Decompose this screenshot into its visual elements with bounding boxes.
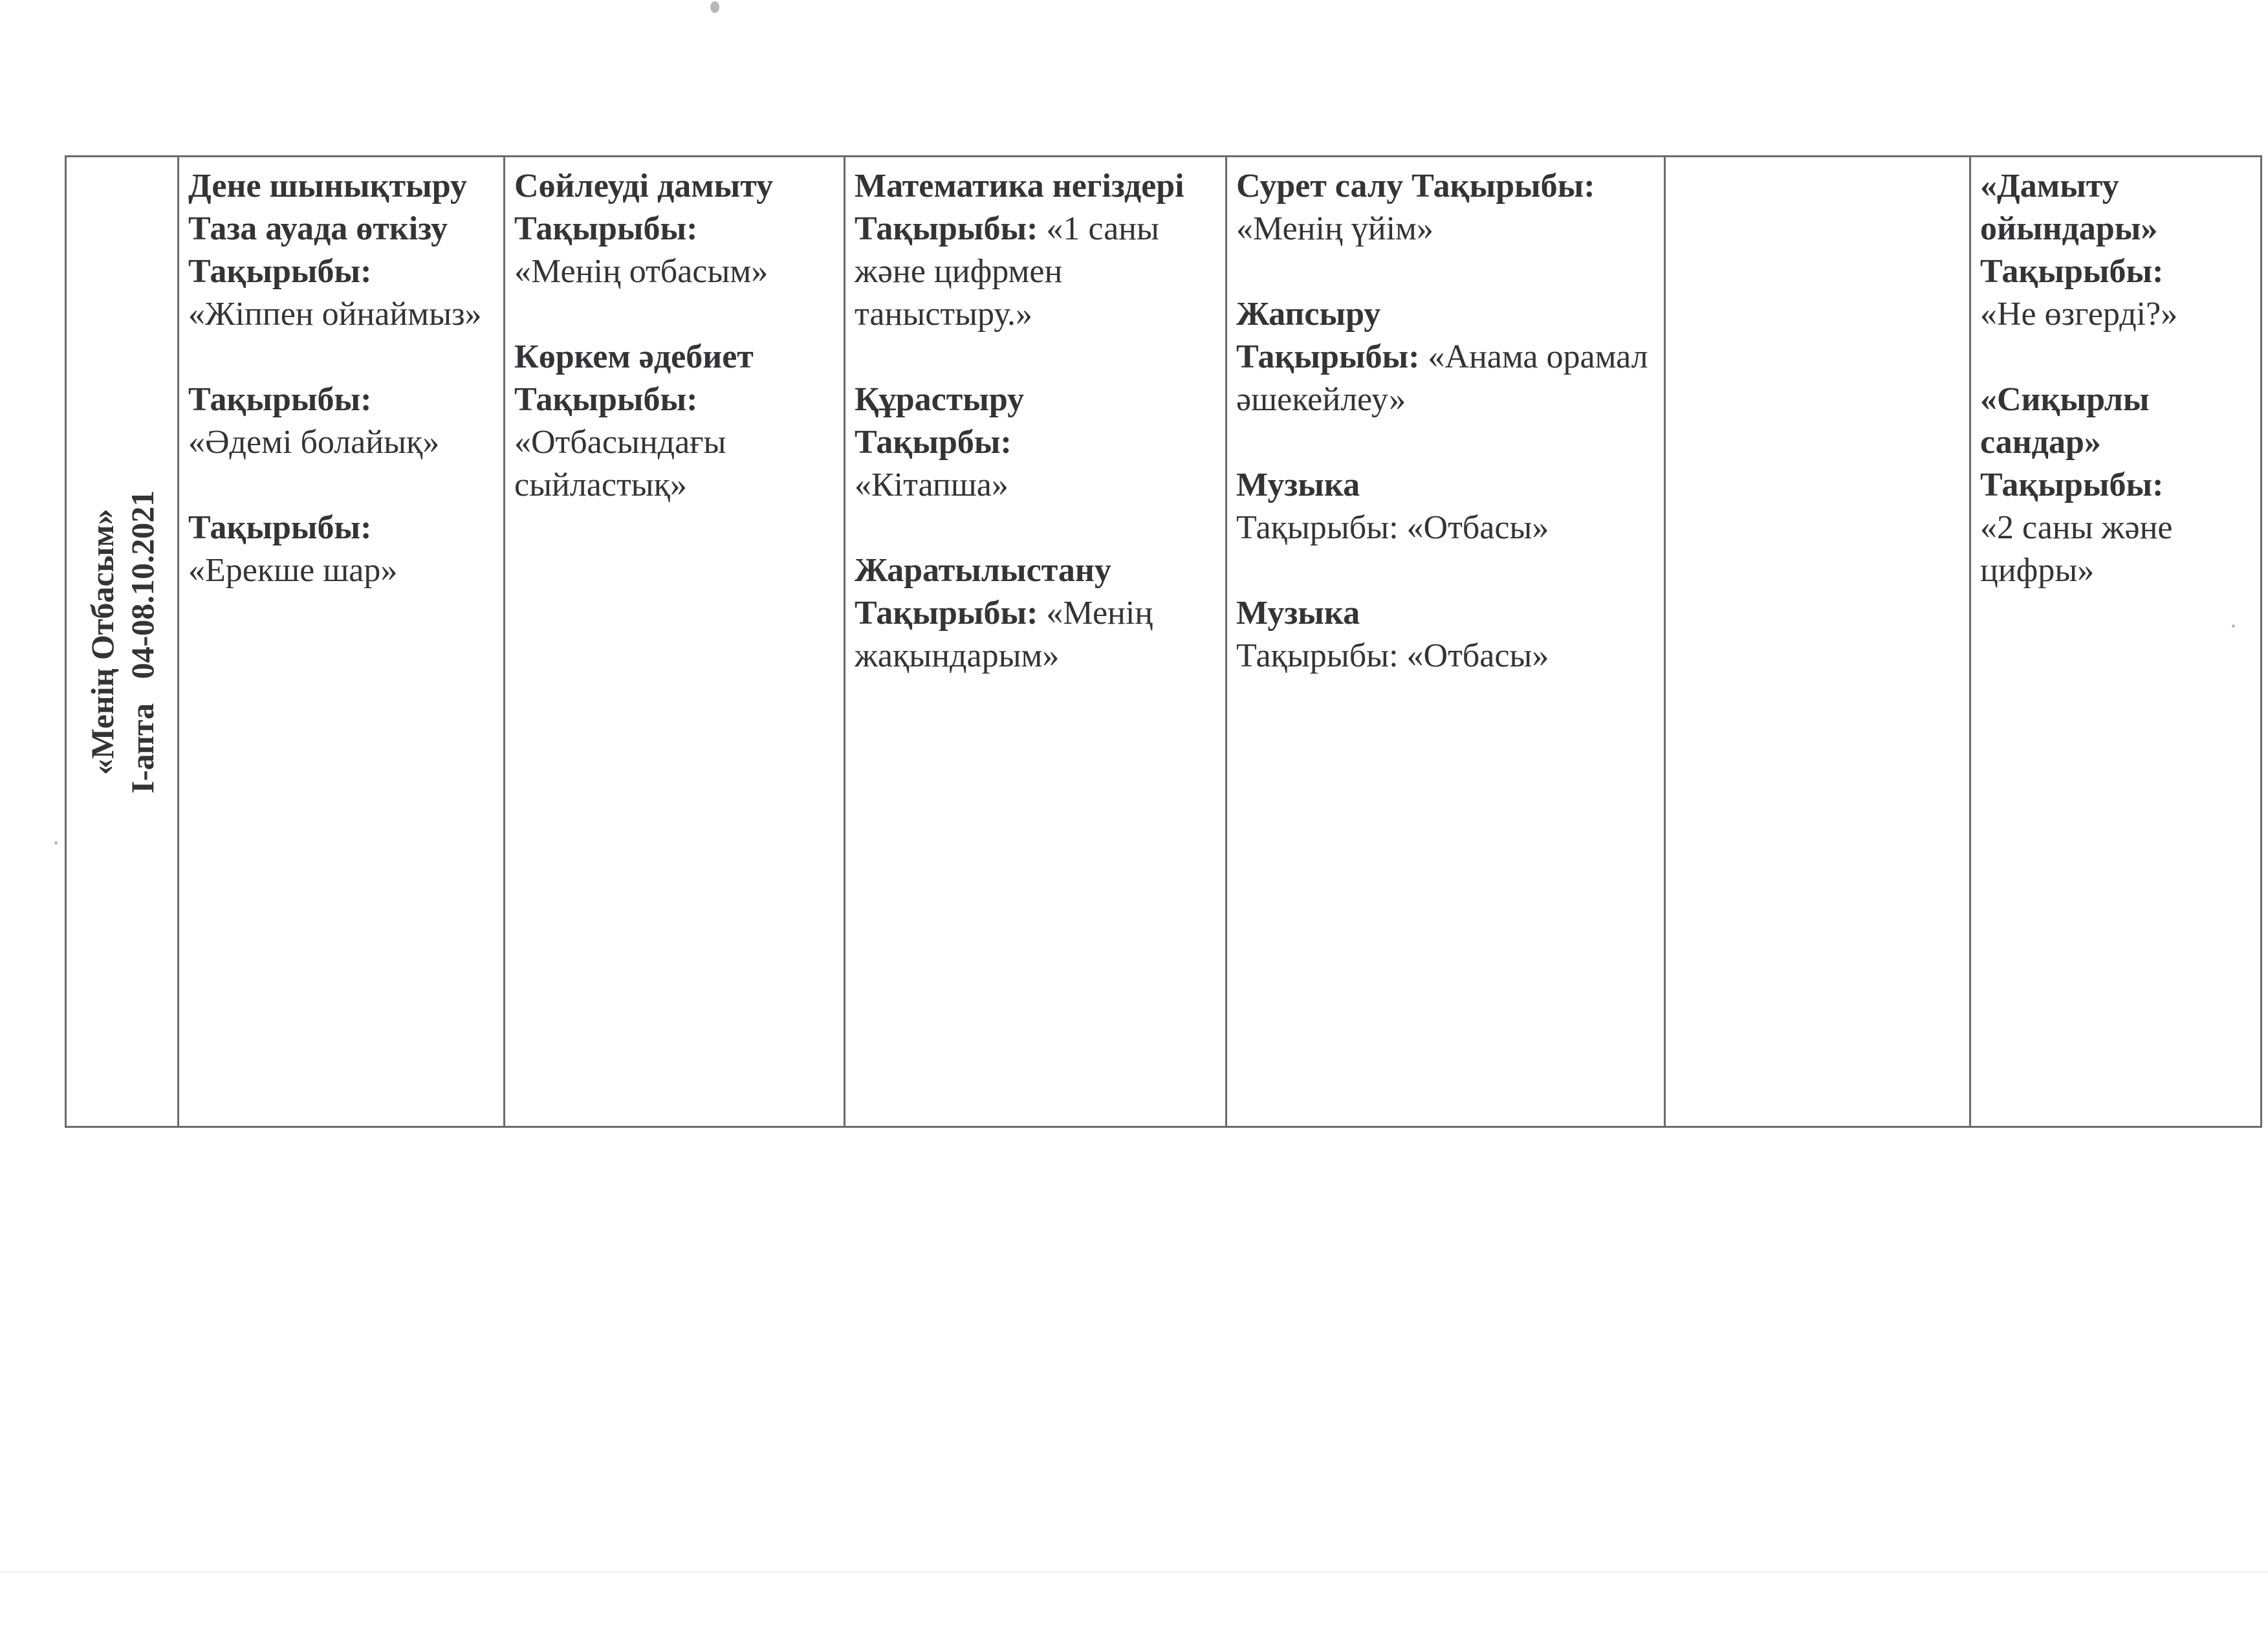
subject-heading: Музыка [1236,467,1360,503]
activity-cell-physical-education [179,157,505,1127]
paper-speck [710,1,719,13]
subject-heading: «Дамыту ойындары» [1980,168,2158,247]
topic-text: «Менің отбасым» [514,253,769,290]
subject-heading: Сурет салу Тақырыбы: [1236,168,1595,204]
subject-heading: Жапсыру [1236,296,1381,333]
topic-label: Тақырыбы: [188,253,372,290]
topic-text: «Әдемі болайық» [188,424,440,461]
topic-text: Тақырыбы: «Отбасы» [1236,509,1549,546]
topic-label: Тақырыбы: [188,381,372,418]
scan-edge-line [0,1571,2268,1572]
week-dates: І-апта 04-08.10.2021 [124,490,160,793]
topic-text: «Жіппен ойнаймыз» [188,296,482,333]
topic-text: «Ерекше шар» [188,552,398,589]
subject-heading: Музыка [1236,595,1360,632]
topic-text: «Не өзгерді?» [1980,296,2178,333]
subject-subheading: Таза ауада өткізу [188,210,448,247]
topic-label: Тақырыбы: [1236,338,1420,375]
week-label [82,318,162,965]
activity-cell-empty [1665,157,1970,1127]
topic-text: «1 саны және цифрмен таныстыру.» [855,210,1159,333]
topic-label: Тақырыбы: [855,210,1038,247]
topic-text: «Менің жақындарым» [855,595,1153,674]
topic-label: Тақырыбы: [1980,467,2164,503]
subject-heading: Көркем әдебиет [514,338,754,375]
subject-heading: Сөйлеуді дамыту [514,168,774,204]
topic-text: «Менің үйім» [1236,210,1434,247]
table-row [66,157,2262,1127]
weekly-plan-table [65,155,2262,1128]
topic-text: Тақырыбы: «Отбасы» [1236,637,1549,674]
activity-cell-drawing [1227,157,1665,1127]
subject-heading: Құрастыру [855,381,1025,418]
week-theme: «Менің Отбасым» [83,508,120,775]
subject-heading: «Сиқырлы сандар» [1980,381,2150,461]
topic-text: «Кітапша» [855,467,1009,503]
topic-label: Тақырыбы: [855,595,1038,632]
paper-speck [54,841,58,844]
week-cell [66,157,179,1127]
topic-label: Тақырбы: [855,424,1012,461]
activity-cell-speech-development [505,157,845,1127]
topic-text: «Отбасындағы сыйластық» [514,424,726,503]
topic-label: Тақырыбы: [514,210,698,247]
subject-heading: Жаратылыстану [855,552,1111,589]
topic-text: «Анама орамал әшекейлеу» [1236,338,1648,418]
subject-heading: Математика негіздері [855,168,1184,204]
activity-cell-games [1970,157,2262,1127]
subject-heading: Дене шынықтыру [188,168,467,204]
topic-label: Тақырыбы: [188,509,372,546]
activity-cell-mathematics [845,157,1227,1127]
topic-text: «2 саны және цифры» [1980,509,2173,589]
topic-label: Тақырыбы: [514,381,698,418]
topic-label: Тақырыбы: [1980,253,2164,290]
